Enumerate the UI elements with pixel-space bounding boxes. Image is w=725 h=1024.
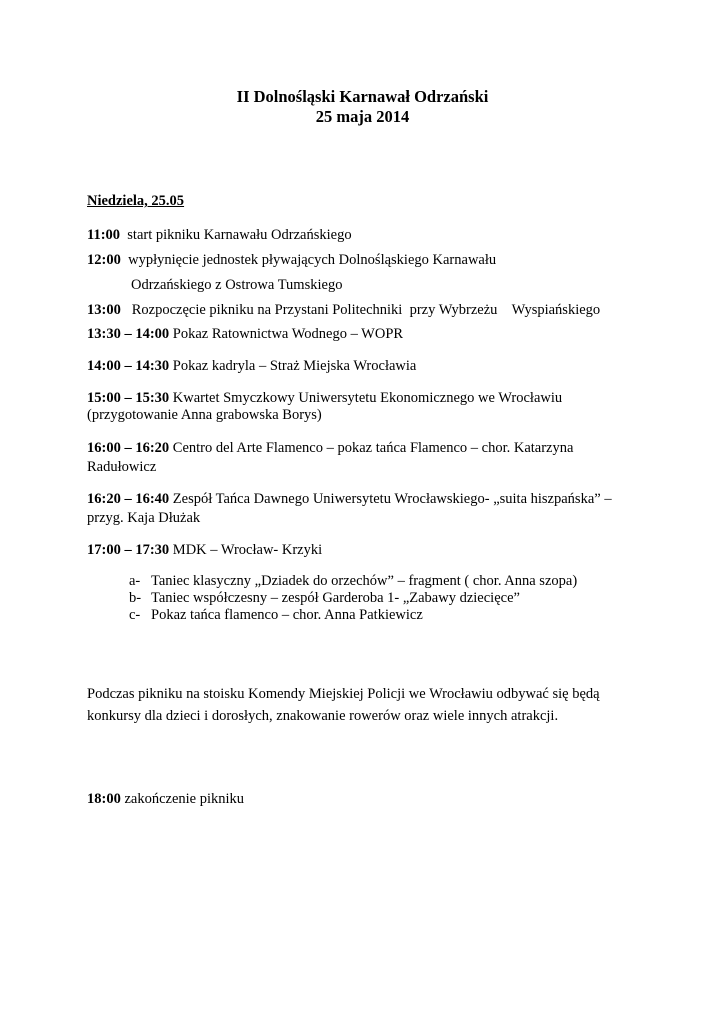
schedule-time: 13:00 bbox=[87, 302, 121, 318]
schedule-time: 13:30 – 14:00 bbox=[87, 326, 170, 342]
schedule-text: Rozpoczęcie pikniku na Przystani Politechniki przy Wybrzeżu Wyspiańskiego bbox=[131, 302, 601, 318]
schedule-text-continuation: przyg. Kaja Dłużak bbox=[87, 510, 201, 526]
list-marker: c- bbox=[129, 607, 141, 623]
schedule-time: 16:20 – 16:40 bbox=[87, 491, 170, 507]
schedule-item bbox=[87, 302, 600, 319]
schedule-text-continuation: (przygotowanie Anna grabowska Borys) bbox=[87, 407, 322, 423]
schedule-time: 12:00 bbox=[87, 252, 121, 268]
schedule-time: 11:00 bbox=[87, 227, 121, 243]
schedule-text-continuation: Radułowicz bbox=[87, 459, 157, 475]
list-item bbox=[129, 607, 423, 624]
schedule-text: Centro del Arte Flamenco – pokaz tańca Flamenco – chor. Katarzyna bbox=[172, 440, 574, 456]
schedule-text-continuation: Odrzańskiego z Ostrowa Tumskiego bbox=[131, 277, 343, 293]
schedule-item bbox=[87, 252, 496, 269]
schedule-item bbox=[87, 227, 352, 244]
list-marker: a- bbox=[129, 573, 141, 589]
schedule-item bbox=[87, 440, 573, 457]
schedule-item bbox=[87, 491, 612, 508]
schedule-item bbox=[87, 358, 416, 375]
list-item bbox=[129, 590, 520, 607]
schedule-item bbox=[87, 390, 562, 407]
schedule-time: 17:00 – 17:30 bbox=[87, 542, 170, 558]
schedule-text: Kwartet Smyczkowy Uniwersytetu Ekonomicznego we Wrocławiu bbox=[172, 390, 563, 406]
list-item bbox=[129, 573, 577, 590]
list-marker: b- bbox=[129, 590, 142, 606]
schedule-item-closing bbox=[87, 791, 244, 808]
schedule-text: Pokaz kadryla – Straż Miejska Wrocławia bbox=[172, 358, 417, 374]
schedule-time: 15:00 – 15:30 bbox=[87, 390, 170, 406]
schedule-text: MDK – Wrocław- Krzyki bbox=[172, 542, 323, 558]
schedule-item bbox=[87, 542, 322, 559]
schedule-time: 18:00 bbox=[87, 791, 121, 807]
paragraph-line: Podczas pikniku na stoisku Komendy Miejskiej Policji we Wrocławiu odbywać się będą bbox=[87, 686, 600, 702]
schedule-text: zakończenie pikniku bbox=[124, 791, 245, 807]
list-item-text: Taniec współczesny – zespół Garderoba 1- „Zabawy dziecięce” bbox=[151, 590, 520, 606]
schedule-time: 16:00 – 16:20 bbox=[87, 440, 170, 456]
schedule-text: Pokaz Ratownictwa Wodnego – WOPR bbox=[172, 326, 404, 342]
document-date: 25 maja 2014 bbox=[315, 107, 410, 126]
paragraph-line: konkursy dla dzieci i dorosłych, znakowanie rowerów oraz wiele innych atrakcji. bbox=[87, 708, 559, 724]
list-item-text: Pokaz tańca flamenco – chor. Anna Patkiewicz bbox=[151, 607, 423, 623]
schedule-text: Zespół Tańca Dawnego Uniwersytetu Wrocławskiego- „suita hiszpańska” – bbox=[172, 491, 612, 507]
day-heading: Niedziela, 25.05 bbox=[87, 193, 185, 209]
schedule-time: 14:00 – 14:30 bbox=[87, 358, 170, 374]
schedule-item bbox=[87, 326, 403, 343]
schedule-text: start pikniku Karnawału Odrzańskiego bbox=[127, 227, 352, 243]
document-title: II Dolnośląski Karnawał Odrzański bbox=[236, 87, 489, 106]
list-item-text: Taniec klasyczny „Dziadek do orzechów” – fragment ( chor. Anna szopa) bbox=[151, 573, 578, 589]
schedule-text: wypłynięcie jednostek pływających Dolnośląskiego Karnawału bbox=[128, 252, 497, 268]
